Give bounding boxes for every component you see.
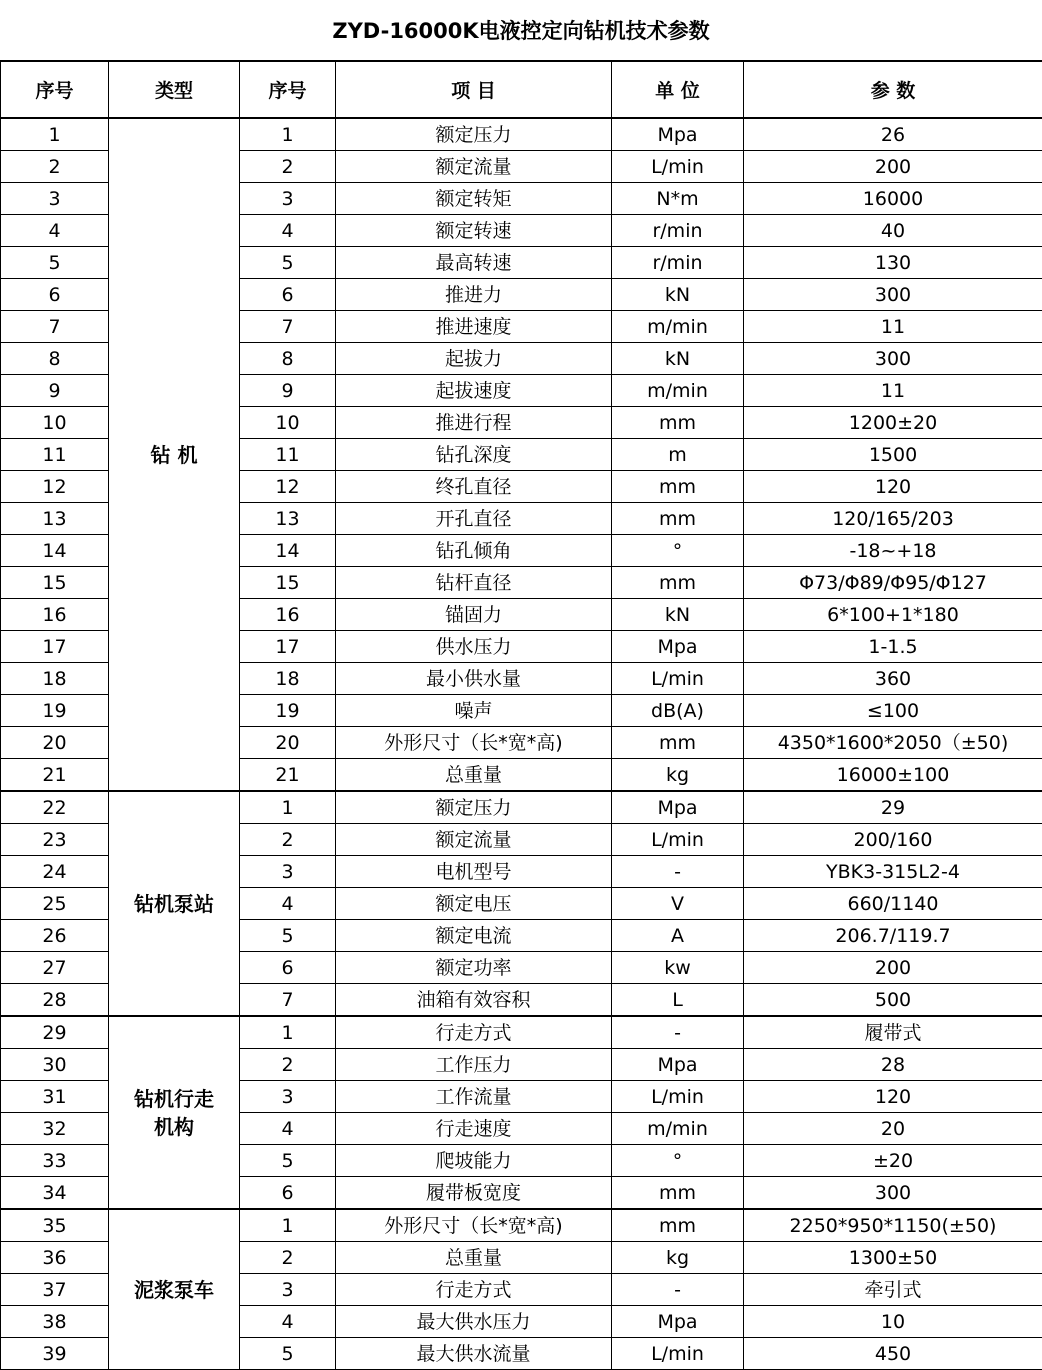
row-unit-cell: mm — [612, 407, 744, 439]
row-item-cell: 终孔直径 — [336, 471, 612, 503]
row-sub-seq-cell: 2 — [240, 1049, 336, 1081]
row-value-cell: 29 — [744, 791, 1042, 824]
row-seq-cell: 13 — [1, 503, 109, 535]
row-sub-seq-cell: 2 — [240, 151, 336, 183]
row-unit-cell: - — [612, 1274, 744, 1306]
row-value-cell: 26 — [744, 118, 1042, 151]
row-unit-cell: mm — [612, 503, 744, 535]
row-item-cell: 总重量 — [336, 1242, 612, 1274]
row-sub-seq-cell: 14 — [240, 535, 336, 567]
row-unit-cell: L — [612, 984, 744, 1017]
row-item-cell: 钻杆直径 — [336, 567, 612, 599]
row-value-cell: 450 — [744, 1338, 1042, 1370]
row-unit-cell: kw — [612, 952, 744, 984]
row-unit-cell: m/min — [612, 375, 744, 407]
row-item-cell: 最小供水量 — [336, 663, 612, 695]
row-value-cell: 1-1.5 — [744, 631, 1042, 663]
row-sub-seq-cell: 7 — [240, 984, 336, 1017]
sheet-title: ZYD-16000K电液控定向钻机技术参数 — [0, 0, 1042, 62]
row-value-cell: 300 — [744, 343, 1042, 375]
header-item: 项 目 — [336, 61, 612, 119]
row-seq-cell: 15 — [1, 567, 109, 599]
row-item-cell: 额定压力 — [336, 791, 612, 824]
row-seq-cell: 25 — [1, 888, 109, 920]
row-sub-seq-cell: 4 — [240, 215, 336, 247]
row-seq-cell: 7 — [1, 311, 109, 343]
row-item-cell: 额定转速 — [336, 215, 612, 247]
row-seq-cell: 31 — [1, 1081, 109, 1113]
row-value-cell: 1200±20 — [744, 407, 1042, 439]
row-unit-cell: mm — [612, 727, 744, 759]
row-value-cell: 28 — [744, 1049, 1042, 1081]
row-seq-cell: 5 — [1, 247, 109, 279]
row-value-cell: 300 — [744, 279, 1042, 311]
row-seq-cell: 27 — [1, 952, 109, 984]
header-seq: 序号 — [1, 61, 109, 119]
row-unit-cell: V — [612, 888, 744, 920]
row-value-cell: 16000±100 — [744, 759, 1042, 792]
row-value-cell: 120/165/203 — [744, 503, 1042, 535]
row-item-cell: 最大供水流量 — [336, 1338, 612, 1370]
row-value-cell: 130 — [744, 247, 1042, 279]
row-seq-cell: 4 — [1, 215, 109, 247]
row-seq-cell: 9 — [1, 375, 109, 407]
row-unit-cell: Mpa — [612, 631, 744, 663]
row-item-cell: 噪声 — [336, 695, 612, 727]
row-item-cell: 额定流量 — [336, 151, 612, 183]
row-value-cell: Φ73/Φ89/Φ95/Φ127 — [744, 567, 1042, 599]
row-seq-cell: 20 — [1, 727, 109, 759]
row-unit-cell: m/min — [612, 311, 744, 343]
row-item-cell: 额定电压 — [336, 888, 612, 920]
row-value-cell: 360 — [744, 663, 1042, 695]
row-sub-seq-cell: 6 — [240, 1177, 336, 1210]
row-seq-cell: 21 — [1, 759, 109, 792]
row-value-cell: -18~+18 — [744, 535, 1042, 567]
row-item-cell: 起拔速度 — [336, 375, 612, 407]
header-unit: 单 位 — [612, 61, 744, 119]
row-seq-cell: 17 — [1, 631, 109, 663]
row-item-cell: 额定电流 — [336, 920, 612, 952]
row-seq-cell: 36 — [1, 1242, 109, 1274]
row-value-cell: 16000 — [744, 183, 1042, 215]
row-seq-cell: 1 — [1, 118, 109, 151]
row-seq-cell: 3 — [1, 183, 109, 215]
row-item-cell: 推进速度 — [336, 311, 612, 343]
row-sub-seq-cell: 15 — [240, 567, 336, 599]
row-sub-seq-cell: 16 — [240, 599, 336, 631]
row-value-cell: 500 — [744, 984, 1042, 1017]
row-unit-cell: - — [612, 1016, 744, 1049]
row-sub-seq-cell: 2 — [240, 824, 336, 856]
row-item-cell: 履带板宽度 — [336, 1177, 612, 1210]
row-value-cell: 2250*950*1150(±50) — [744, 1209, 1042, 1242]
row-sub-seq-cell: 17 — [240, 631, 336, 663]
row-sub-seq-cell: 6 — [240, 279, 336, 311]
row-item-cell: 开孔直径 — [336, 503, 612, 535]
header-value: 参 数 — [744, 61, 1042, 119]
table-row — [1, 1209, 1042, 1242]
row-seq-cell: 29 — [1, 1016, 109, 1049]
row-item-cell: 额定转矩 — [336, 183, 612, 215]
row-unit-cell: Mpa — [612, 791, 744, 824]
row-value-cell: 120 — [744, 1081, 1042, 1113]
row-unit-cell: kg — [612, 759, 744, 792]
row-item-cell: 推进行程 — [336, 407, 612, 439]
row-sub-seq-cell: 4 — [240, 1113, 336, 1145]
row-seq-cell: 34 — [1, 1177, 109, 1210]
row-unit-cell: L/min — [612, 824, 744, 856]
row-sub-seq-cell: 3 — [240, 1274, 336, 1306]
row-sub-seq-cell: 3 — [240, 856, 336, 888]
row-sub-seq-cell: 6 — [240, 952, 336, 984]
row-sub-seq-cell: 21 — [240, 759, 336, 792]
row-value-cell: 206.7/119.7 — [744, 920, 1042, 952]
row-seq-cell: 22 — [1, 791, 109, 824]
row-value-cell: 1300±50 — [744, 1242, 1042, 1274]
row-seq-cell: 33 — [1, 1145, 109, 1177]
row-sub-seq-cell: 7 — [240, 311, 336, 343]
row-seq-cell: 39 — [1, 1338, 109, 1370]
row-sub-seq-cell: 3 — [240, 183, 336, 215]
row-seq-cell: 24 — [1, 856, 109, 888]
row-sub-seq-cell: 2 — [240, 1242, 336, 1274]
row-unit-cell: Mpa — [612, 1049, 744, 1081]
row-unit-cell: L/min — [612, 1338, 744, 1370]
spec-table — [0, 60, 1042, 1370]
row-sub-seq-cell: 11 — [240, 439, 336, 471]
row-unit-cell: mm — [612, 1177, 744, 1210]
row-unit-cell: A — [612, 920, 744, 952]
category-cell: 钻 机 — [109, 118, 240, 791]
header-category: 类型 — [109, 61, 240, 119]
row-unit-cell: - — [612, 856, 744, 888]
row-item-cell: 爬坡能力 — [336, 1145, 612, 1177]
row-seq-cell: 11 — [1, 439, 109, 471]
row-unit-cell: N*m — [612, 183, 744, 215]
row-sub-seq-cell: 8 — [240, 343, 336, 375]
row-seq-cell: 37 — [1, 1274, 109, 1306]
row-item-cell: 供水压力 — [336, 631, 612, 663]
row-unit-cell: ° — [612, 535, 744, 567]
row-sub-seq-cell: 5 — [240, 920, 336, 952]
row-sub-seq-cell: 1 — [240, 1209, 336, 1242]
row-unit-cell: kN — [612, 599, 744, 631]
row-value-cell: 履带式 — [744, 1016, 1042, 1049]
row-unit-cell: kN — [612, 279, 744, 311]
row-item-cell: 额定压力 — [336, 118, 612, 151]
table-row — [1, 118, 1042, 151]
row-item-cell: 钻孔倾角 — [336, 535, 612, 567]
row-sub-seq-cell: 10 — [240, 407, 336, 439]
row-sub-seq-cell: 5 — [240, 1145, 336, 1177]
row-unit-cell: r/min — [612, 215, 744, 247]
row-unit-cell: dB(A) — [612, 695, 744, 727]
row-item-cell: 额定流量 — [336, 824, 612, 856]
row-item-cell: 额定功率 — [336, 952, 612, 984]
row-item-cell: 锚固力 — [336, 599, 612, 631]
row-item-cell: 油箱有效容积 — [336, 984, 612, 1017]
row-seq-cell: 8 — [1, 343, 109, 375]
row-unit-cell: Mpa — [612, 1306, 744, 1338]
row-value-cell: 20 — [744, 1113, 1042, 1145]
row-sub-seq-cell: 3 — [240, 1081, 336, 1113]
row-seq-cell: 23 — [1, 824, 109, 856]
row-item-cell: 外形尺寸（长*宽*高) — [336, 727, 612, 759]
row-item-cell: 外形尺寸（长*宽*高) — [336, 1209, 612, 1242]
table-row — [1, 1016, 1042, 1049]
row-value-cell: 1500 — [744, 439, 1042, 471]
table-header — [1, 61, 1042, 119]
row-value-cell: 660/1140 — [744, 888, 1042, 920]
row-value-cell: ±20 — [744, 1145, 1042, 1177]
row-sub-seq-cell: 9 — [240, 375, 336, 407]
row-value-cell: 200/160 — [744, 824, 1042, 856]
row-value-cell: 300 — [744, 1177, 1042, 1210]
row-sub-seq-cell: 1 — [240, 1016, 336, 1049]
row-unit-cell: L/min — [612, 151, 744, 183]
row-unit-cell: m — [612, 439, 744, 471]
row-unit-cell: m/min — [612, 1113, 744, 1145]
row-unit-cell: r/min — [612, 247, 744, 279]
row-seq-cell: 30 — [1, 1049, 109, 1081]
row-value-cell: 11 — [744, 375, 1042, 407]
row-item-cell: 行走方式 — [336, 1274, 612, 1306]
row-unit-cell: mm — [612, 471, 744, 503]
row-item-cell: 最高转速 — [336, 247, 612, 279]
row-sub-seq-cell: 5 — [240, 247, 336, 279]
row-item-cell: 起拔力 — [336, 343, 612, 375]
row-sub-seq-cell: 18 — [240, 663, 336, 695]
table-row — [1, 791, 1042, 824]
row-item-cell: 工作压力 — [336, 1049, 612, 1081]
row-seq-cell: 18 — [1, 663, 109, 695]
row-item-cell: 总重量 — [336, 759, 612, 792]
row-seq-cell: 6 — [1, 279, 109, 311]
row-sub-seq-cell: 5 — [240, 1338, 336, 1370]
row-sub-seq-cell: 4 — [240, 1306, 336, 1338]
row-sub-seq-cell: 20 — [240, 727, 336, 759]
row-seq-cell: 16 — [1, 599, 109, 631]
row-seq-cell: 19 — [1, 695, 109, 727]
row-seq-cell: 10 — [1, 407, 109, 439]
row-item-cell: 最大供水压力 — [336, 1306, 612, 1338]
row-item-cell: 钻孔深度 — [336, 439, 612, 471]
row-value-cell: 120 — [744, 471, 1042, 503]
category-cell: 泥浆泵车 — [109, 1209, 240, 1370]
row-value-cell: 10 — [744, 1306, 1042, 1338]
row-value-cell: 6*100+1*180 — [744, 599, 1042, 631]
category-cell: 钻机行走机构 — [109, 1016, 240, 1209]
row-seq-cell: 35 — [1, 1209, 109, 1242]
row-value-cell: 11 — [744, 311, 1042, 343]
row-sub-seq-cell: 1 — [240, 791, 336, 824]
row-sub-seq-cell: 1 — [240, 118, 336, 151]
row-value-cell: ≤100 — [744, 695, 1042, 727]
table-body — [1, 118, 1042, 1370]
header-row — [1, 61, 1042, 119]
row-value-cell: 40 — [744, 215, 1042, 247]
row-value-cell: 牵引式 — [744, 1274, 1042, 1306]
row-value-cell: 200 — [744, 952, 1042, 984]
row-seq-cell: 12 — [1, 471, 109, 503]
row-sub-seq-cell: 12 — [240, 471, 336, 503]
row-unit-cell: Mpa — [612, 118, 744, 151]
header-sub-seq: 序号 — [240, 61, 336, 119]
row-item-cell: 推进力 — [336, 279, 612, 311]
row-unit-cell: mm — [612, 1209, 744, 1242]
row-unit-cell: kg — [612, 1242, 744, 1274]
row-seq-cell: 32 — [1, 1113, 109, 1145]
row-sub-seq-cell: 13 — [240, 503, 336, 535]
row-seq-cell: 2 — [1, 151, 109, 183]
row-seq-cell: 14 — [1, 535, 109, 567]
row-seq-cell: 38 — [1, 1306, 109, 1338]
row-value-cell: YBK3-315L2-4 — [744, 856, 1042, 888]
row-item-cell: 工作流量 — [336, 1081, 612, 1113]
row-unit-cell: L/min — [612, 663, 744, 695]
row-item-cell: 电机型号 — [336, 856, 612, 888]
row-seq-cell: 28 — [1, 984, 109, 1017]
row-unit-cell: kN — [612, 343, 744, 375]
row-value-cell: 4350*1600*2050（±50) — [744, 727, 1042, 759]
row-item-cell: 行走速度 — [336, 1113, 612, 1145]
row-unit-cell: L/min — [612, 1081, 744, 1113]
row-unit-cell: ° — [612, 1145, 744, 1177]
category-cell: 钻机泵站 — [109, 791, 240, 1016]
row-unit-cell: mm — [612, 567, 744, 599]
row-sub-seq-cell: 19 — [240, 695, 336, 727]
row-seq-cell: 26 — [1, 920, 109, 952]
row-item-cell: 行走方式 — [336, 1016, 612, 1049]
row-value-cell: 200 — [744, 151, 1042, 183]
row-sub-seq-cell: 4 — [240, 888, 336, 920]
